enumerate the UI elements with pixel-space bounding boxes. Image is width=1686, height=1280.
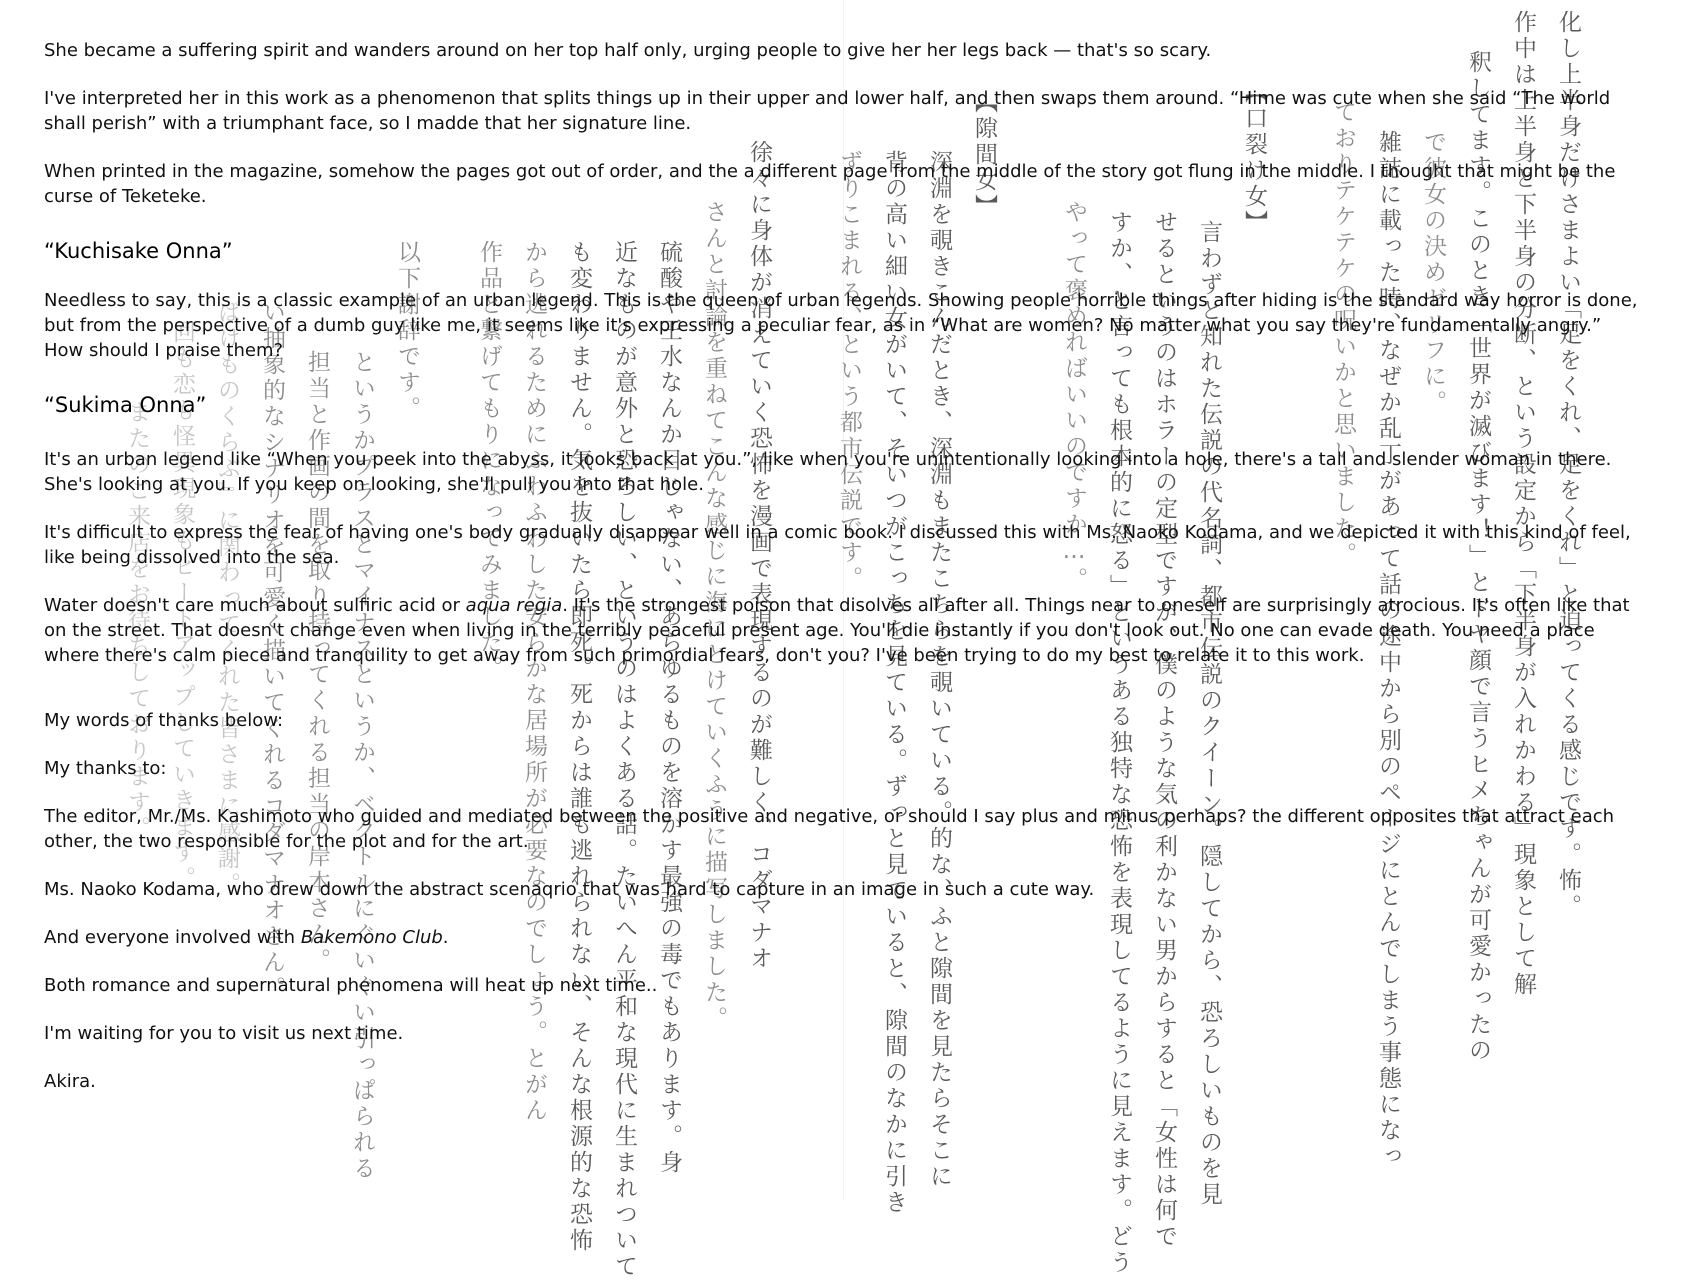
bleed-column: せるというのはホラーの定型ですが、僕のような気の利かない男からすると「女性は何で (1151, 210, 1177, 1250)
bleed-column: 化し上半身だけさまよい「足をくれ、足をくれ」と迫ってくる感じです。怖。 (1555, 10, 1581, 920)
afterword (44, 38, 1644, 1276)
paragraph-intro: She became a suffering spirit and wanders around on her top half only, urging people to give her her legs back — that's so scary. (44, 40, 1212, 61)
bleed-column: 【口裂け女】 (1241, 80, 1267, 236)
bleed-column: 作品と繋げてもりになってみました。 (476, 240, 502, 682)
bleed-column: も変わりません。気を抜いたら即死。死からは誰も逃れられない、そんな根源的な恐怖 (566, 240, 592, 1254)
bleed-column: から逃れるためにふわふわした安らかな居場所が必要なのでしょう。とがん (521, 240, 547, 1124)
section-heading-sukima-onna: “Sukima Onna” (44, 393, 207, 417)
paragraph-waiting: I'm waiting for you to visit us next time. (44, 1023, 404, 1044)
bleed-column: 硫酸や王水なんか目じゃない、あらゆるものを溶かす最強の毒でもあります。身 (656, 240, 682, 1176)
bleed-column: やって褒めればいいのですか…。 (1061, 200, 1087, 593)
paragraph-thanks-to: My thanks to: (44, 758, 167, 779)
paragraph-sukima-onna: It's an urban legend like “When you peek into the abyss, it looks back at you.”, like when you're unintentionally looking into a hole, there's a tall and slender woman in there. She's looking at you. If you keep on looking, she'll pull you into that hole. (44, 449, 1612, 495)
bleed-column: で彼女の決めゼリフに。 (1420, 130, 1446, 416)
bleed-column: 徐々に身体が消えていく恐怖を漫画で表現するのが難しく、コダマナオ (746, 140, 772, 972)
bleed-column: ずりこまれる、という都市伝説です。 (836, 150, 862, 592)
bleed-column: さんと討論を重ねてこんな感じに海にとけていくふうに描写しました。 (701, 200, 727, 1032)
paragraph-body-disappearing: It's difficult to express the fear of having one's body gradually disappear well in a comic book. I discussed this with Ms. Naoko Kodama, and we depicted it with this kind of feel, like being dissolved into the sea. (44, 522, 1631, 568)
bleed-column: 回も恋も怪異現象もヒートアップしていきます。 (169, 320, 195, 892)
paragraph-hime-line: I've interpreted her in this work as a phenomenon that splits things up in their upper and lower half, and then swaps them around. “Hime was cute when she said “The world shall perish” with a triumphant face, so I madde that her signature line. (44, 88, 1611, 134)
bleed-column: 深淵を覗きこんだとき、深淵もまたこちらを覗いている。的な、ふと隙間を見たらそこに (926, 150, 952, 1190)
bleed-column: 言わずと知れた伝説の代名詞、都市伝説のクイーン。隠してから、恐ろしいものを見 (1196, 220, 1222, 1208)
text-run: . (442, 927, 449, 948)
bleed-column: すか、と言っても根本的に怒る」というある独特な恐怖を表現してるように見えます。どう (1106, 210, 1132, 1276)
paragraph-thanks-editor: The editor, Mr./Ms. Kashimoto who guided and mediated between the positive and negative, or should I say plus and minus perhaps? the different opposites that attract each other, the two responsible for the plot and for the art. (44, 806, 1615, 852)
paragraph-aqua-regia (44, 593, 1644, 668)
paragraph-thanks-everyone (44, 925, 1644, 950)
bleed-column: 作中は上半身と下半身の分断、という設定から「下半身が入れかわる」現象として解 (1510, 10, 1536, 998)
paragraph-thanks-artist: Ms. Naoko Kodama, who drew down the abstract scenaqrio that was hard to capture in an image in such a cute way. (44, 879, 1095, 900)
bleed-column: またのご来店をお待ちしております。 (124, 400, 150, 842)
bleed-column: 近なものが意外と恐ろしい、というのはよくある話。たいへん平和な現代に生まれついて (611, 240, 637, 1280)
bleed-column: ばけものくらぶ』に関わってくれた皆さまに感謝。 (214, 300, 240, 898)
text-run: . It's the strongest poison that disolves all after all. Things near to oneself are surprisingly atrocious. It's often like that on the street. That doesn't change even when living in the terribly peaceful present age. You'll die instantly if you don't look out. No one can evade death. You need a place where there's calm piece and tranquility to get away from such primordial fears, don't you? I've been trying to do my best to relate it to this work. (44, 595, 1630, 666)
italic-text: Bakemono Club (300, 927, 443, 948)
bleed-column: 雑誌に載った時、なぜか乱丁があって話の途中から別のページにとんでしまう事態になっ (1375, 130, 1401, 1170)
paragraph-teketeke-curse: When printed in the magazine, somehow the pages got out of order, and the a different page from the middle of the story got flung in the middle. I thought that might be the curse of Teketeke. (44, 161, 1616, 207)
signature-author: Akira. (44, 1071, 96, 1092)
paragraph-next-time: Both romance and supernatural phenomena will heat up next time.. (44, 975, 658, 996)
bleed-column: というかプラスとマイナスというか、ベクトルにぐいぐい引っぱられる (349, 350, 375, 1182)
bleed-column: い抽象的なシナリオを可愛く描いてくれるコダマナオさん。 (259, 300, 285, 1002)
text-run: And everyone involved with (44, 927, 301, 948)
bleed-column: 背の高い細い女がいて、そいつがこっちを見ている。ずっと見ていると、隙間のなかに引き (881, 150, 907, 1216)
italic-text: aqua regia (465, 595, 563, 616)
bleed-column: 【隙間女】 (971, 90, 997, 220)
bleed-column: 釈してます。このとき「世界が滅びます！」とドヤ顔で言うヒメちゃんが可愛かったの (1465, 50, 1491, 1064)
paragraph-thanks-intro: My words of thanks below: (44, 710, 284, 731)
section-heading-kuchisake-onna: “Kuchisake Onna” (44, 239, 233, 263)
bleed-column: ておりテケテケの呪いかと思いました。 (1330, 100, 1356, 568)
bleed-column: 担当と作画の間を取り持ってくれる担当の岸本さん。 (304, 350, 330, 974)
bleed-column: 以下謝辞です。 (394, 240, 420, 422)
paragraph-kuchisake-onna: Needless to say, this is a classic example of an urban legend. This is the queen of urban legends. Showing people horrible things after hiding is the standard way horror is done, but from the perspective of a dumb guy like me, it seems like it's expressing a peculiar fear, as in “What are women? No matter what you say they're fundamentally angry.” How should I praise them? (44, 290, 1638, 361)
text-run: Water doesn't care much about sulfiric acid or (44, 595, 466, 616)
